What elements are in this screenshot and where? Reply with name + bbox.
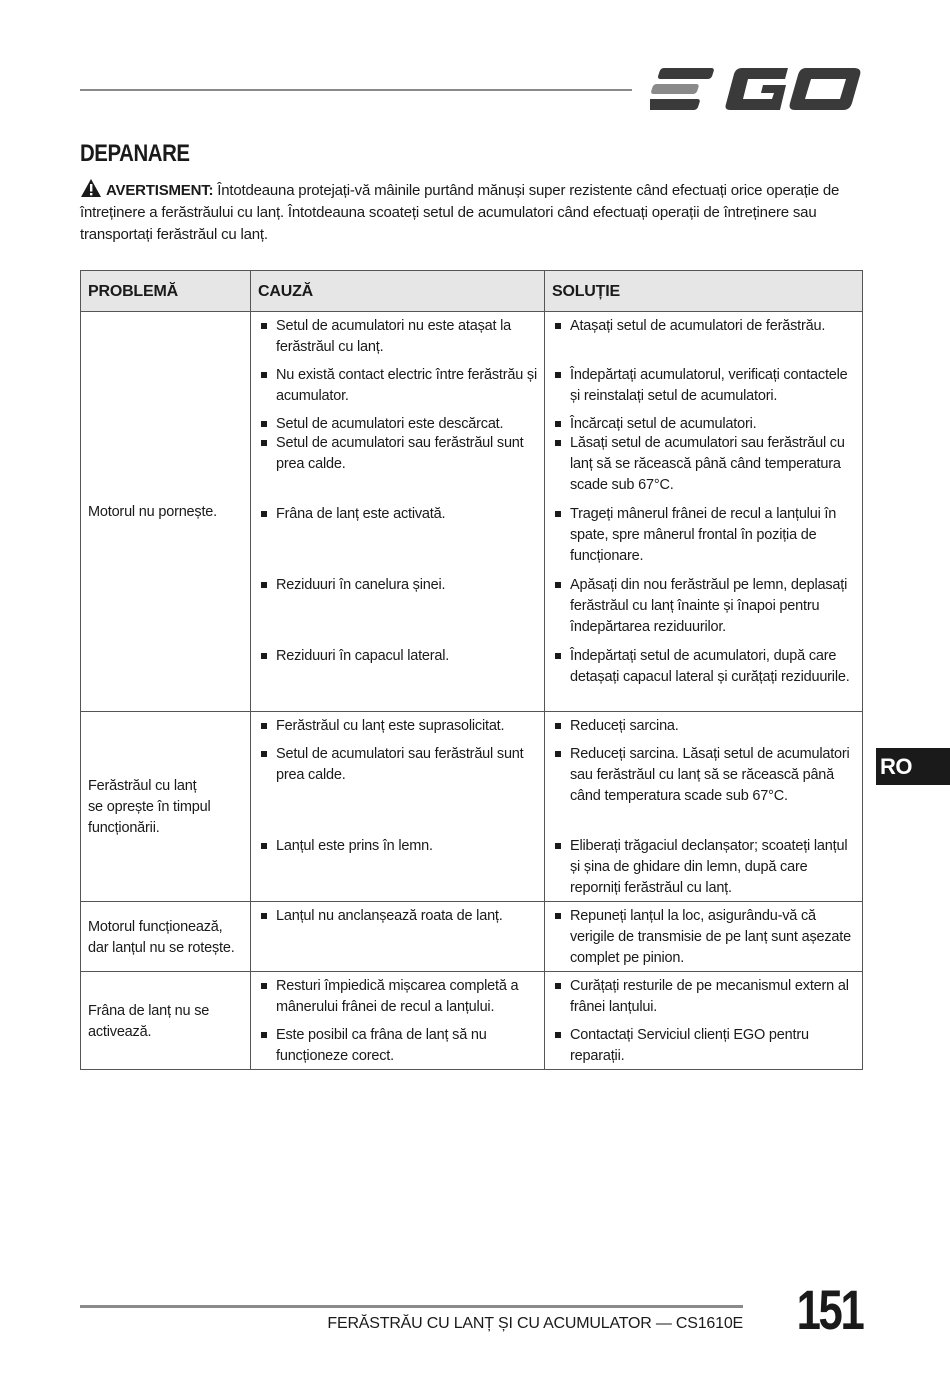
table-row — [81, 972, 863, 1070]
warning-paragraph — [80, 178, 860, 246]
cause-item: Resturi împiedică mișcarea completă a mânerului frânei de recul a lanțului. — [257, 976, 538, 1025]
solution-item: Îndepărtați setul de acumulatori, după care detașați capacul lateral și curățați reziduurile. — [551, 646, 856, 688]
cause-item: Este posibil ca frâna de lanț să nu funcționeze corect. — [257, 1025, 538, 1067]
solution-item: Lăsați setul de acumulatori sau ferăstrăul cu lanț să se răcească până când temperatura scade sub 67°C. — [551, 433, 856, 496]
ego-logo — [650, 64, 862, 114]
solution-cell — [545, 902, 863, 972]
page-number: 151 — [796, 1278, 862, 1341]
cause-item: Reziduuri în capacul lateral. — [257, 646, 538, 667]
cause-item: Setul de acumulatori este descărcat. — [257, 414, 538, 435]
table-row — [81, 902, 863, 972]
section-title: DEPANARE — [80, 140, 190, 167]
solution-item: Contactați Serviciul clienți EGO pentru reparații. — [551, 1025, 856, 1067]
problem-text: Motorul funcționează, dar lanțul nu se rotește. — [88, 918, 235, 956]
solution-item: Încărcați setul de acumulatori. — [551, 414, 856, 435]
solution-item: Repuneți lanțul la loc, asigurându-vă că verigile de transmisie de pe lanț sunt așezate complet pe pinion. — [551, 906, 856, 969]
solution-item: Reduceți sarcina. — [551, 716, 856, 737]
solution-cell — [545, 312, 863, 712]
solution-cell — [545, 712, 863, 902]
solution-item: Apăsați din nou ferăstrăul pe lemn, deplasați ferăstrăul cu lanț înainte și înapoi pentru îndepărtarea reziduurilor. — [551, 575, 856, 638]
table-row — [81, 312, 863, 712]
cause-item: Setul de acumulatori nu este atașat la ferăstrăul cu lanț. — [257, 316, 538, 365]
cause-item: Setul de acumulatori sau ferăstrăul sunt prea calde. — [257, 433, 538, 475]
problem-text: Frâna de lanț nu se activează. — [88, 1002, 210, 1040]
cause-item: Setul de acumulatori sau ferăstrăul sunt prea calde. — [257, 744, 538, 786]
cause-item: Frâna de lanț este activată. — [257, 504, 538, 525]
problem-text: Ferăstrăul cu lanț se oprește în timpul funcționării. — [88, 778, 211, 836]
problem-cell — [81, 972, 251, 1070]
solution-item: Trageți mânerul frânei de recul a lanțului în spate, spre mânerul frontal în poziția de funcționare. — [551, 504, 856, 567]
problem-text: Motorul nu pornește. — [88, 504, 217, 520]
table-row — [81, 712, 863, 902]
problem-cell — [81, 312, 251, 712]
language-tab: RO — [876, 748, 950, 785]
footer-title: FERĂSTRĂU CU LANȚ ȘI CU ACUMULATOR — CS1610E — [327, 1315, 743, 1332]
solution-item: Curățați resturile de pe mecanismul extern al frânei lanțului. — [551, 976, 856, 1025]
footer-rule — [80, 1305, 743, 1308]
header-cause: CAUZĂ — [251, 271, 545, 312]
cause-item: Reziduuri în canelura șinei. — [257, 575, 538, 596]
table-header-row — [81, 271, 863, 312]
cause-item: Ferăstrăul cu lanț este suprasolicitat. — [257, 716, 538, 737]
problem-cell — [81, 712, 251, 902]
warning-triangle-icon — [80, 178, 102, 198]
warning-label: AVERTISMENT: — [106, 182, 214, 199]
cause-item: Nu există contact electric între ferăstrău și acumulator. — [257, 365, 538, 414]
solution-cell — [545, 972, 863, 1070]
cause-cell — [251, 972, 545, 1070]
solution-item: Îndepărtați acumulatorul, verificați contactele și reinstalați setul de acumulatori. — [551, 365, 856, 414]
cause-item: Lanțul nu anclanșează roata de lanț. — [257, 906, 538, 927]
problem-cell — [81, 902, 251, 972]
solution-item: Atașați setul de acumulatori de ferăstrău. — [551, 316, 856, 365]
cause-cell — [251, 712, 545, 902]
header-problem: PROBLEMĂ — [81, 271, 251, 312]
cause-cell — [251, 312, 545, 712]
header-solution: SOLUȚIE — [545, 271, 863, 312]
header-rule — [80, 89, 632, 91]
solution-item: Eliberați trăgaciul declanșator; scoateți lanțul și șina de ghidare din lemn, după care reporniți ferăstrăul cu lanț. — [551, 836, 856, 899]
troubleshooting-table — [80, 270, 863, 1070]
cause-cell — [251, 902, 545, 972]
warning-text: Întotdeauna protejați-vă mâinile purtând mănuși super rezistente când efectuați orice operație de întreținere a ferăstrăului cu lanț. Întotdeauna scoateți setul de acumulatori când efectuați operații de întreținere sau transportați ferăstrăul cu lanț. — [80, 182, 840, 243]
solution-item: Reduceți sarcina. Lăsați setul de acumulatori sau ferăstrăul cu lanț să se răcească până când temperatura scade sub 67°C. — [551, 744, 856, 807]
cause-item: Lanțul este prins în lemn. — [257, 836, 538, 857]
